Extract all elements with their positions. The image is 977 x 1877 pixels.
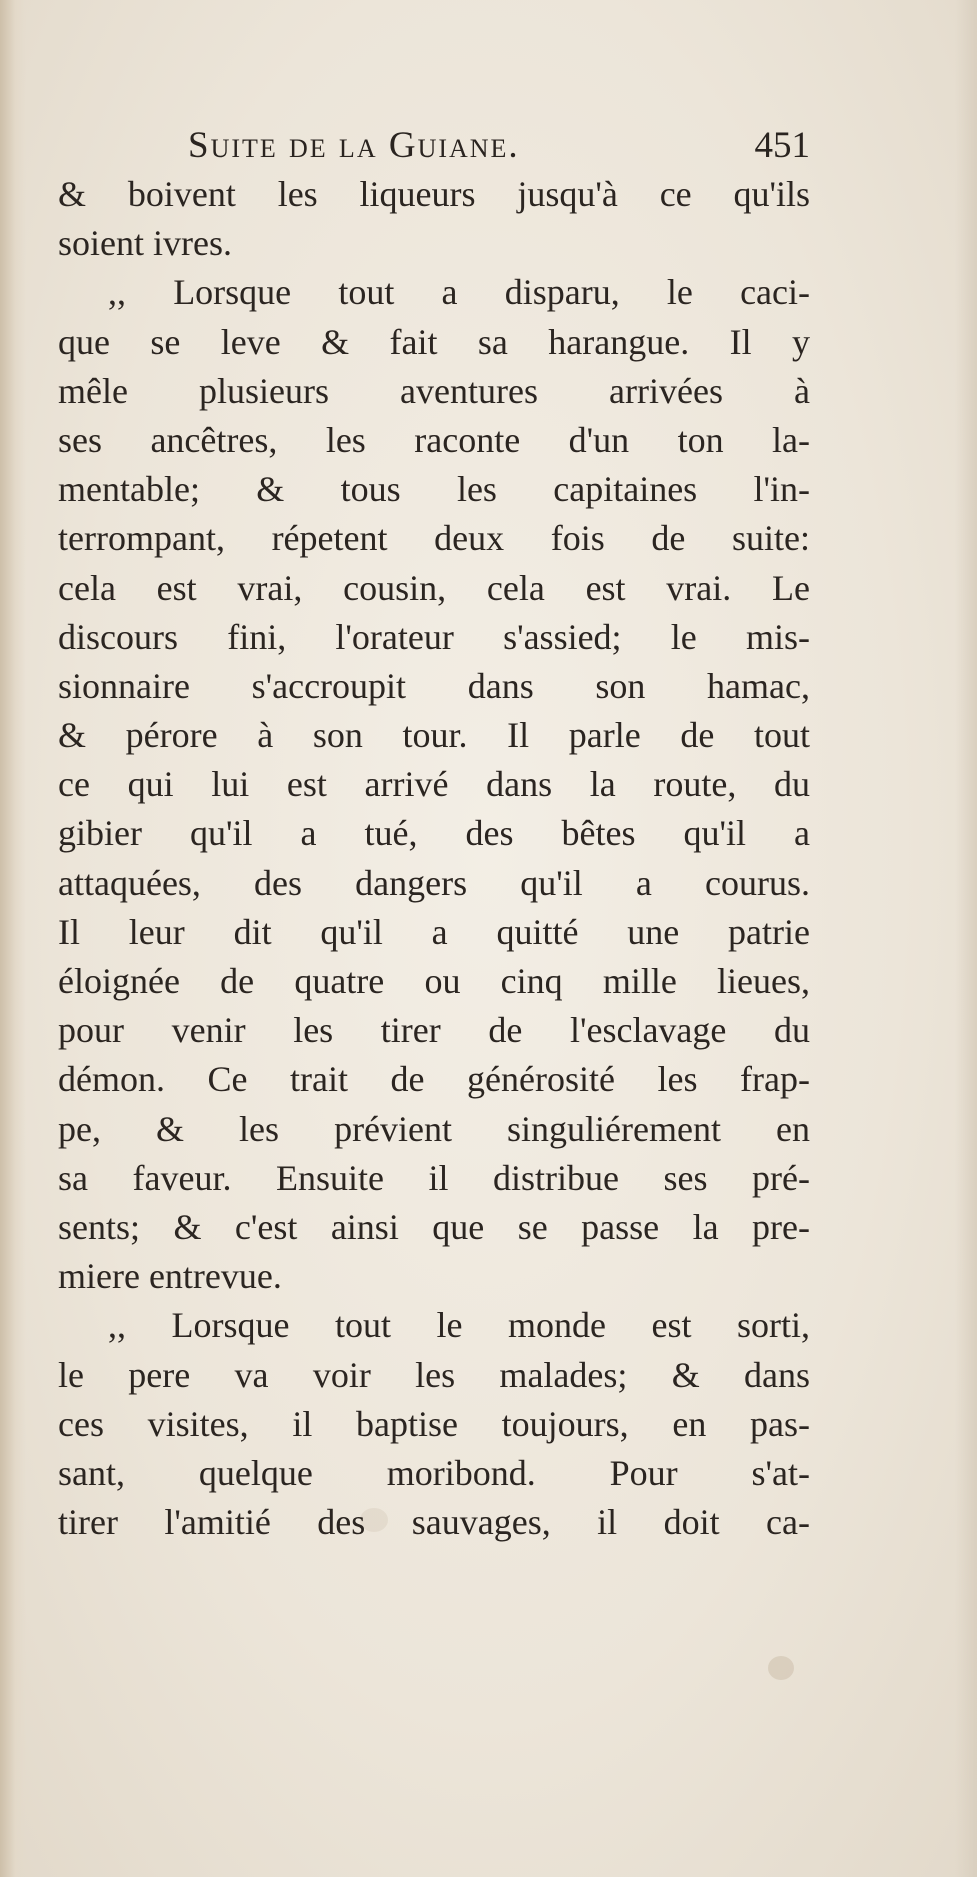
text-line: pe, & les prévient singuliérement en [58, 1108, 810, 1149]
text-line: le pere va voir les malades; & dans [58, 1354, 810, 1395]
text-line: ,, Lorsque tout le monde est sorti, [108, 1305, 810, 1346]
text-line: terrompant, répetent deux fois de suite: [58, 518, 810, 559]
page-number: 451 [754, 125, 810, 166]
text-line: discours fini, l'orateur s'assied; le mis- [58, 616, 810, 657]
text-line: éloignée de quatre ou cinq mille lieues, [58, 961, 810, 1001]
text-line: sant, quelque moribond. Pour s'at- [58, 1452, 810, 1493]
text-line: sents; & c'est ainsi que se passe la pre- [58, 1206, 810, 1247]
text-line: Il leur dit qu'il a quitté une patrie [58, 911, 810, 952]
text-line: pour venir les tirer de l'esclavage du [58, 1010, 810, 1051]
text-line: ces visites, il baptise toujours, en pas- [58, 1403, 810, 1444]
text-line: ce qui lui est arrivé dans la route, du [58, 764, 810, 805]
text-line: soient ivres. [58, 223, 232, 264]
text-line: sionnaire s'accroupit dans son hamac, [58, 665, 810, 706]
text-line: ,, Lorsque tout a disparu, le caci- [108, 272, 810, 313]
running-head: Suite de la Guiane. [188, 125, 520, 166]
page-header [58, 124, 810, 174]
body-text [58, 170, 810, 1547]
paper-stain [768, 1656, 794, 1680]
text-line: sa faveur. Ensuite il distribue ses pré- [58, 1157, 810, 1198]
text-line: miere entrevue. [58, 1256, 282, 1297]
text-line: attaquées, des dangers qu'il a courus. [58, 862, 810, 903]
text-line: démon. Ce trait de générosité les frap- [58, 1059, 810, 1100]
text-line: cela est vrai, cousin, cela est vrai. Le [58, 567, 810, 608]
text-line: tirer l'amitié des sauvages, il doit ca- [58, 1502, 810, 1543]
text-line: mêle plusieurs aventures arrivées à [58, 370, 810, 411]
text-line: que se leve & fait sa harangue. Il y [58, 321, 810, 362]
text-line: mentable; & tous les capitaines l'in- [58, 469, 810, 510]
text-line: gibier qu'il a tué, des bêtes qu'il a [58, 813, 810, 854]
text-line: & pérore à son tour. Il parle de tout [58, 715, 810, 756]
text-line: & boivent les liqueurs jusqu'à ce qu'ils [58, 174, 810, 214]
text-line: ses ancêtres, les raconte d'un ton la- [58, 419, 810, 460]
